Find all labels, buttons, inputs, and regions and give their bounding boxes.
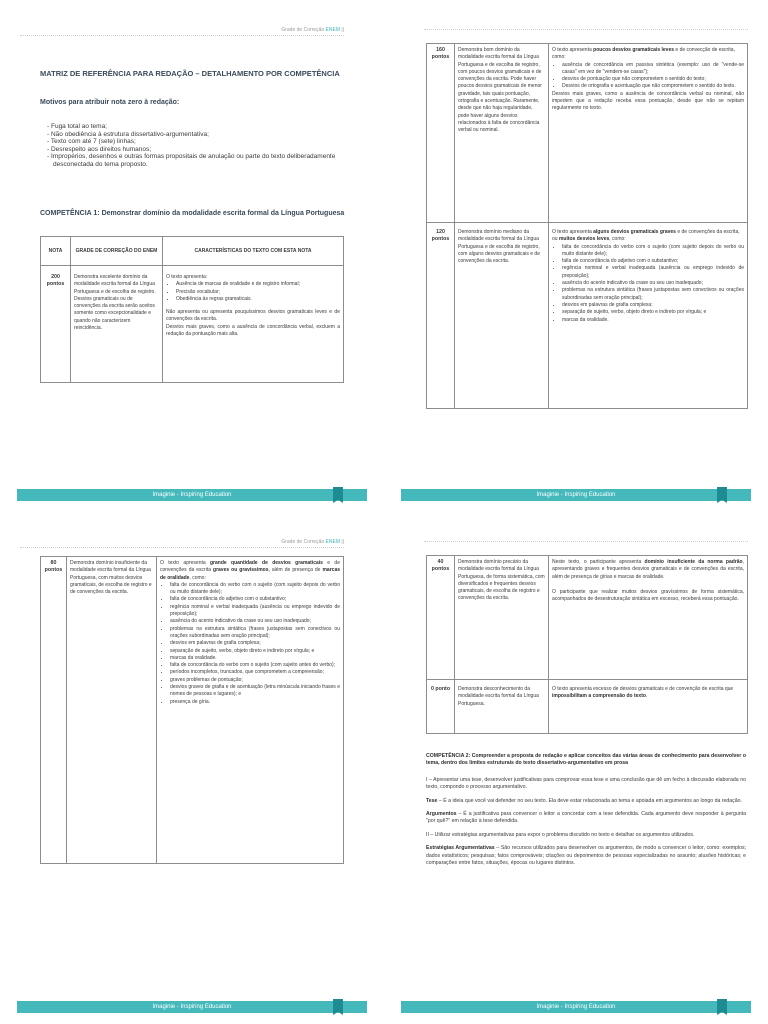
paragraph: II – Utilizar estratégias argumentativas para expor o problema discutido no texto e detalhar os argumentos utilizados. xyxy=(426,831,695,838)
cell-paragraph: Desvios mais graves, como a ausência de concordância verbal ou nominal, não impedem que a redação receba essa pontuação, desde que não se repitam regularmente no texto. xyxy=(552,90,744,112)
list-item: • ausência do acento indicativo da crase ou seu uso inadequado; xyxy=(170,618,340,625)
nota-cell: 80 pontos xyxy=(41,557,67,864)
list-item: • separação de sujeito, verbo, objeto direto e indireto por vírgula; e xyxy=(562,309,744,316)
list-item: • problemas na estrutura sintática (frases justapostas sem conectivos ou orações subordinadas sem oração principal); xyxy=(562,287,744,302)
col-header-caracteristicas: CARACTERÍSTICAS DO TEXTO COM ESTA NOTA xyxy=(163,237,344,266)
grade-cell: Demonstra domínio mediano da modalidade escrita formal da Língua Portuguesa e de escolha de registro, com alguns desvios gramaticais e de convenções da escrita. xyxy=(455,223,549,409)
grade-cell: Demonstra domínio insuficiente da modalidade escrita formal da Língua Portuguesa, com muitos desvios gramaticais, de escolha de registro e de convenções da escrita. xyxy=(67,557,157,864)
list-item: • regência nominal e verbal inadequada (ausência ou emprego indevido de preposição); xyxy=(562,265,744,280)
footer-brand: Imaginie - Inspiring Education xyxy=(536,1004,616,1010)
list-item: • problemas na estrutura sintática (frases justapostas sem conectivos ou orações subordinadas sem oração principal); xyxy=(170,626,340,641)
list-item: • graves problemas de pontuação; xyxy=(170,677,340,684)
list-item: - Impropérios, desenhos e outras formas propositais de anulação ou parte do texto deliberadamente desconectada do tema proposto. xyxy=(47,153,336,168)
list-item: • desvios em palavras de grafia complexa; xyxy=(170,640,340,647)
grade-cell: Demonstra excelente domínio da modalidade escrita formal da Língua Portuguesa e de escolha de registro. Desvios gramaticais ou de convenções da escrita serão aceitos somente como excepcionalidade e quando não caracterizem reincidência. xyxy=(71,266,163,383)
cell-bullets xyxy=(552,244,744,324)
cell-paragraph: O participante que realizar muitos desvios gravíssimos de forma sistemática, acompanhados de desestruturação sintática em excesso, receberá essa pontuação. xyxy=(552,588,744,603)
competencia-1-table-cont xyxy=(426,555,748,734)
footer-bar xyxy=(401,1001,751,1013)
list-item: • presença de gíria. xyxy=(170,699,340,706)
page-header xyxy=(20,539,344,548)
table-row xyxy=(427,223,748,409)
cell-intro: O texto apresenta grande quantidade de desvios gramaticais e de convenções da escrita graves ou gravíssimos, além de presença de marcas de oralidade, como: xyxy=(160,560,340,581)
competencia-1-table xyxy=(40,236,344,383)
list-item: • marcas da oralidade. xyxy=(170,655,340,662)
list-item: • regência nominal e verbal inadequada (ausência ou emprego indevido de preposição); xyxy=(170,604,340,619)
competencia-1-table-cont xyxy=(426,43,748,409)
footer-brand: Imaginie - Inspiring Education xyxy=(536,492,616,498)
nota-cell: 0 ponto xyxy=(427,680,455,734)
table-row xyxy=(41,557,344,864)
cell-bullets xyxy=(160,582,340,706)
cell-paragraph: O texto apresenta excesso de desvios gramaticais e de convenção de escrita que impossibilitam a compreensão do texto. xyxy=(552,686,734,700)
caracteristicas-cell xyxy=(549,680,748,734)
grade-cell: Demonstra desconhecimento da modalidade escrita formal da Língua Portuguesa. xyxy=(455,680,549,734)
page-1 xyxy=(0,0,384,512)
competencia-1-table-cont xyxy=(40,556,344,864)
paragraph: Tese – É a ideia que você vai defender no seu texto. Ela deve estar relacionada ao tema e apoiada em argumentos ao longo da redação. xyxy=(426,797,742,804)
list-item: - Texto com até 7 (sete) linhas; xyxy=(47,138,136,146)
footer-brand: Imaginie - Inspiring Education xyxy=(152,492,232,498)
zero-reasons-list xyxy=(45,123,345,169)
nota-cell: 200 pontos xyxy=(41,266,71,383)
list-item: • desvios de pontuação que não comprometem o sentido do texto; xyxy=(562,76,744,83)
cell-bullets xyxy=(552,62,744,91)
bookmark-icon xyxy=(717,999,727,1015)
list-item: • Precisão vocabular; xyxy=(176,289,340,296)
nota-cell: 120 pontos xyxy=(427,223,455,409)
col-header-grade: GRADE DE CORREÇÃO DO ENEM xyxy=(71,237,163,266)
paragraph: Estratégias Argumentativas – São recursos utilizados para desenvolver os argumentos, de modo a convencer o leitor, como: exemplos; dados estatísticos; pesquisas; fatos comprováveis; citações ou depoimentos de pessoas especializadas no assunto; alusões históricas; e comparações entre fatos, situações, épocas ou lugares distintos. xyxy=(426,845,746,867)
grade-cell: Demonstra bom domínio da modalidade escrita formal da Língua Portuguesa e de escolha de registro, com poucos desvios gramaticais e de convenções da escrita. Pode haver poucos desvios gramaticais de menor gravidade, tais quais pontuação, ortografia e acentuação. Raramente, desde que não haja regularidade, pode haver alguns desvios relacionados à falta de concordância verbal ou nominal. xyxy=(455,44,549,223)
cell-paragraph: Neste texto, o participante apresenta domínio insuficiente da norma padrão, apresentando graves e frequentes desvios gramaticais e de convenções da escrita, além de presença de gírias e marcas de oralidade. xyxy=(552,559,744,580)
header-bar: || xyxy=(341,27,344,33)
zero-heading: Motivos para atribuir nota zero à redação: xyxy=(40,99,180,106)
header-enem: ENEM xyxy=(325,27,340,33)
table-row xyxy=(427,680,748,734)
list-item: • ausência do acento indicativo da crase ou seu uso inadequado; xyxy=(562,280,744,287)
cell-bullets xyxy=(166,281,340,303)
competencia-2-section xyxy=(426,753,746,873)
list-item: • falta de concordância do verbo com o sujeito (com sujeito antes do verbo); xyxy=(170,662,340,669)
competencia-2-heading: COMPETÊNCIA 2: Compreender a proposta de redação e aplicar conceitos das várias áreas de conhecimento para desenvolver o tema, dentro dos limites estruturais do texto dissertativo-argumentativo em prosa xyxy=(426,753,746,767)
list-item: - Fuga total ao tema; xyxy=(47,123,107,130)
page-header xyxy=(20,27,344,36)
list-item: • desvios graves de grafia e de acentuação (letra minúscula iniciando frases e nomes de pessoas e lugares); e xyxy=(170,684,340,699)
footer-brand: Imaginie - Inspiring Education xyxy=(152,1004,232,1010)
list-item: • falta de concordância do verbo com o sujeito (com sujeito depois do verbo ou muito distante dele); xyxy=(562,244,744,259)
competencia-1-heading: COMPETÊNCIA 1: Demonstrar domínio da modalidade escrita formal da Língua Portuguesa xyxy=(40,210,345,217)
footer-bar xyxy=(17,489,367,501)
list-item: - Desrespeito aos direitos humanos; xyxy=(47,145,152,153)
caracteristicas-cell xyxy=(549,556,748,680)
list-item: • marcas da oralidade. xyxy=(562,317,744,324)
table-row xyxy=(427,44,748,223)
cell-intro: O texto apresenta alguns desvios gramaticais graves e de convenções da escrita, ou muitos desvios leves, como: xyxy=(552,229,740,243)
cell-paragraph: Não apresenta ou apresenta pouquíssimos desvios gramaticais leves e de convenções da escrita. xyxy=(166,309,340,323)
table-row xyxy=(427,556,748,680)
header-bar: || xyxy=(341,539,344,545)
list-item: • Desvios de ortografia e acentuação que não comprometem o sentido do texto. xyxy=(562,83,744,90)
page-3 xyxy=(0,512,384,1024)
caracteristicas-cell xyxy=(157,557,344,864)
caracteristicas-cell xyxy=(549,223,748,409)
header-divider xyxy=(424,29,748,30)
table-row xyxy=(41,266,344,383)
paragraph: I – Apresentar uma tese, desenvolver justificativas para comprovar essa tese e uma conclusão que dê um fecho à discussão elaborada no texto, compondo o processo argumentativo. xyxy=(426,776,746,791)
nota-cell: 160 pontos xyxy=(427,44,455,223)
list-item: • falta de concordância do adjetivo com o substantivo; xyxy=(562,258,744,265)
caracteristicas-cell xyxy=(163,266,344,383)
header-enem: ENEM xyxy=(325,539,340,545)
table-header-row xyxy=(41,237,344,266)
matrix-title: MATRIZ DE REFERÊNCIA PARA REDAÇÃO – DETALHAMENTO POR COMPETÊNCIA xyxy=(40,69,340,78)
list-item: • falta de concordância do adjetivo com o substantivo; xyxy=(170,596,340,603)
list-item: • ausência de concordância em passiva sintética (exemplo: uso de "vende-se casas" em vez de "vendem-se casas"); xyxy=(562,62,744,77)
list-item: • separação de sujeito, verbo, objeto direto e indireto por vírgula; e xyxy=(170,648,340,655)
cell-intro: O texto apresenta poucos desvios gramaticais leves e de convecção de escrita, como: xyxy=(552,47,735,61)
col-header-nota: NOTA xyxy=(41,237,71,266)
header-prefix: Grade de Correção xyxy=(281,27,325,33)
page-4 xyxy=(384,512,768,1024)
grade-cell: Demonstra domínio precário da modalidade escrita formal da Língua Portuguesa, de forma sistemática, com diversificados e frequentes desvios gramaticais, de escolha de registro e convenções da escrita. xyxy=(455,556,549,680)
bookmark-icon xyxy=(333,487,343,503)
caracteristicas-cell xyxy=(549,44,748,223)
page-2 xyxy=(384,0,768,512)
nota-cell: 40 pontos xyxy=(427,556,455,680)
list-item: • Ausência de marcas de oralidade e de registro informal; xyxy=(176,281,340,288)
list-item: • desvios em palavras de grafia complexa; xyxy=(562,302,744,309)
cell-intro: O texto apresenta: xyxy=(166,274,208,280)
bookmark-icon xyxy=(333,999,343,1015)
list-item: • períodos incompletos, truncados, que comprometem a compreensão; xyxy=(170,669,340,676)
footer-bar xyxy=(17,1001,367,1013)
bookmark-icon xyxy=(717,487,727,503)
footer-bar xyxy=(401,489,751,501)
cell-paragraph: Desvios mais graves, como a ausência de concordância verbal, excluem a redação da pontuação mais alta. xyxy=(166,323,340,338)
header-prefix: Grade de Correção xyxy=(281,539,325,545)
header-divider xyxy=(424,541,748,542)
list-item: • Obediência às regras gramaticais. xyxy=(176,296,340,303)
paragraph: Argumentos – É a justificativa para convencer o leitor a concordar com a tese defendida. Cada argumento deve responder à pergunta "por quê?" em relação à tese defendida. xyxy=(426,811,746,825)
list-item: - Não obediência à estrutura dissertativo-argumentativa; xyxy=(47,130,209,138)
list-item: • falta de concordância do verbo com o sujeito (com sujeito depois do verbo ou muito distante dele); xyxy=(170,582,340,597)
